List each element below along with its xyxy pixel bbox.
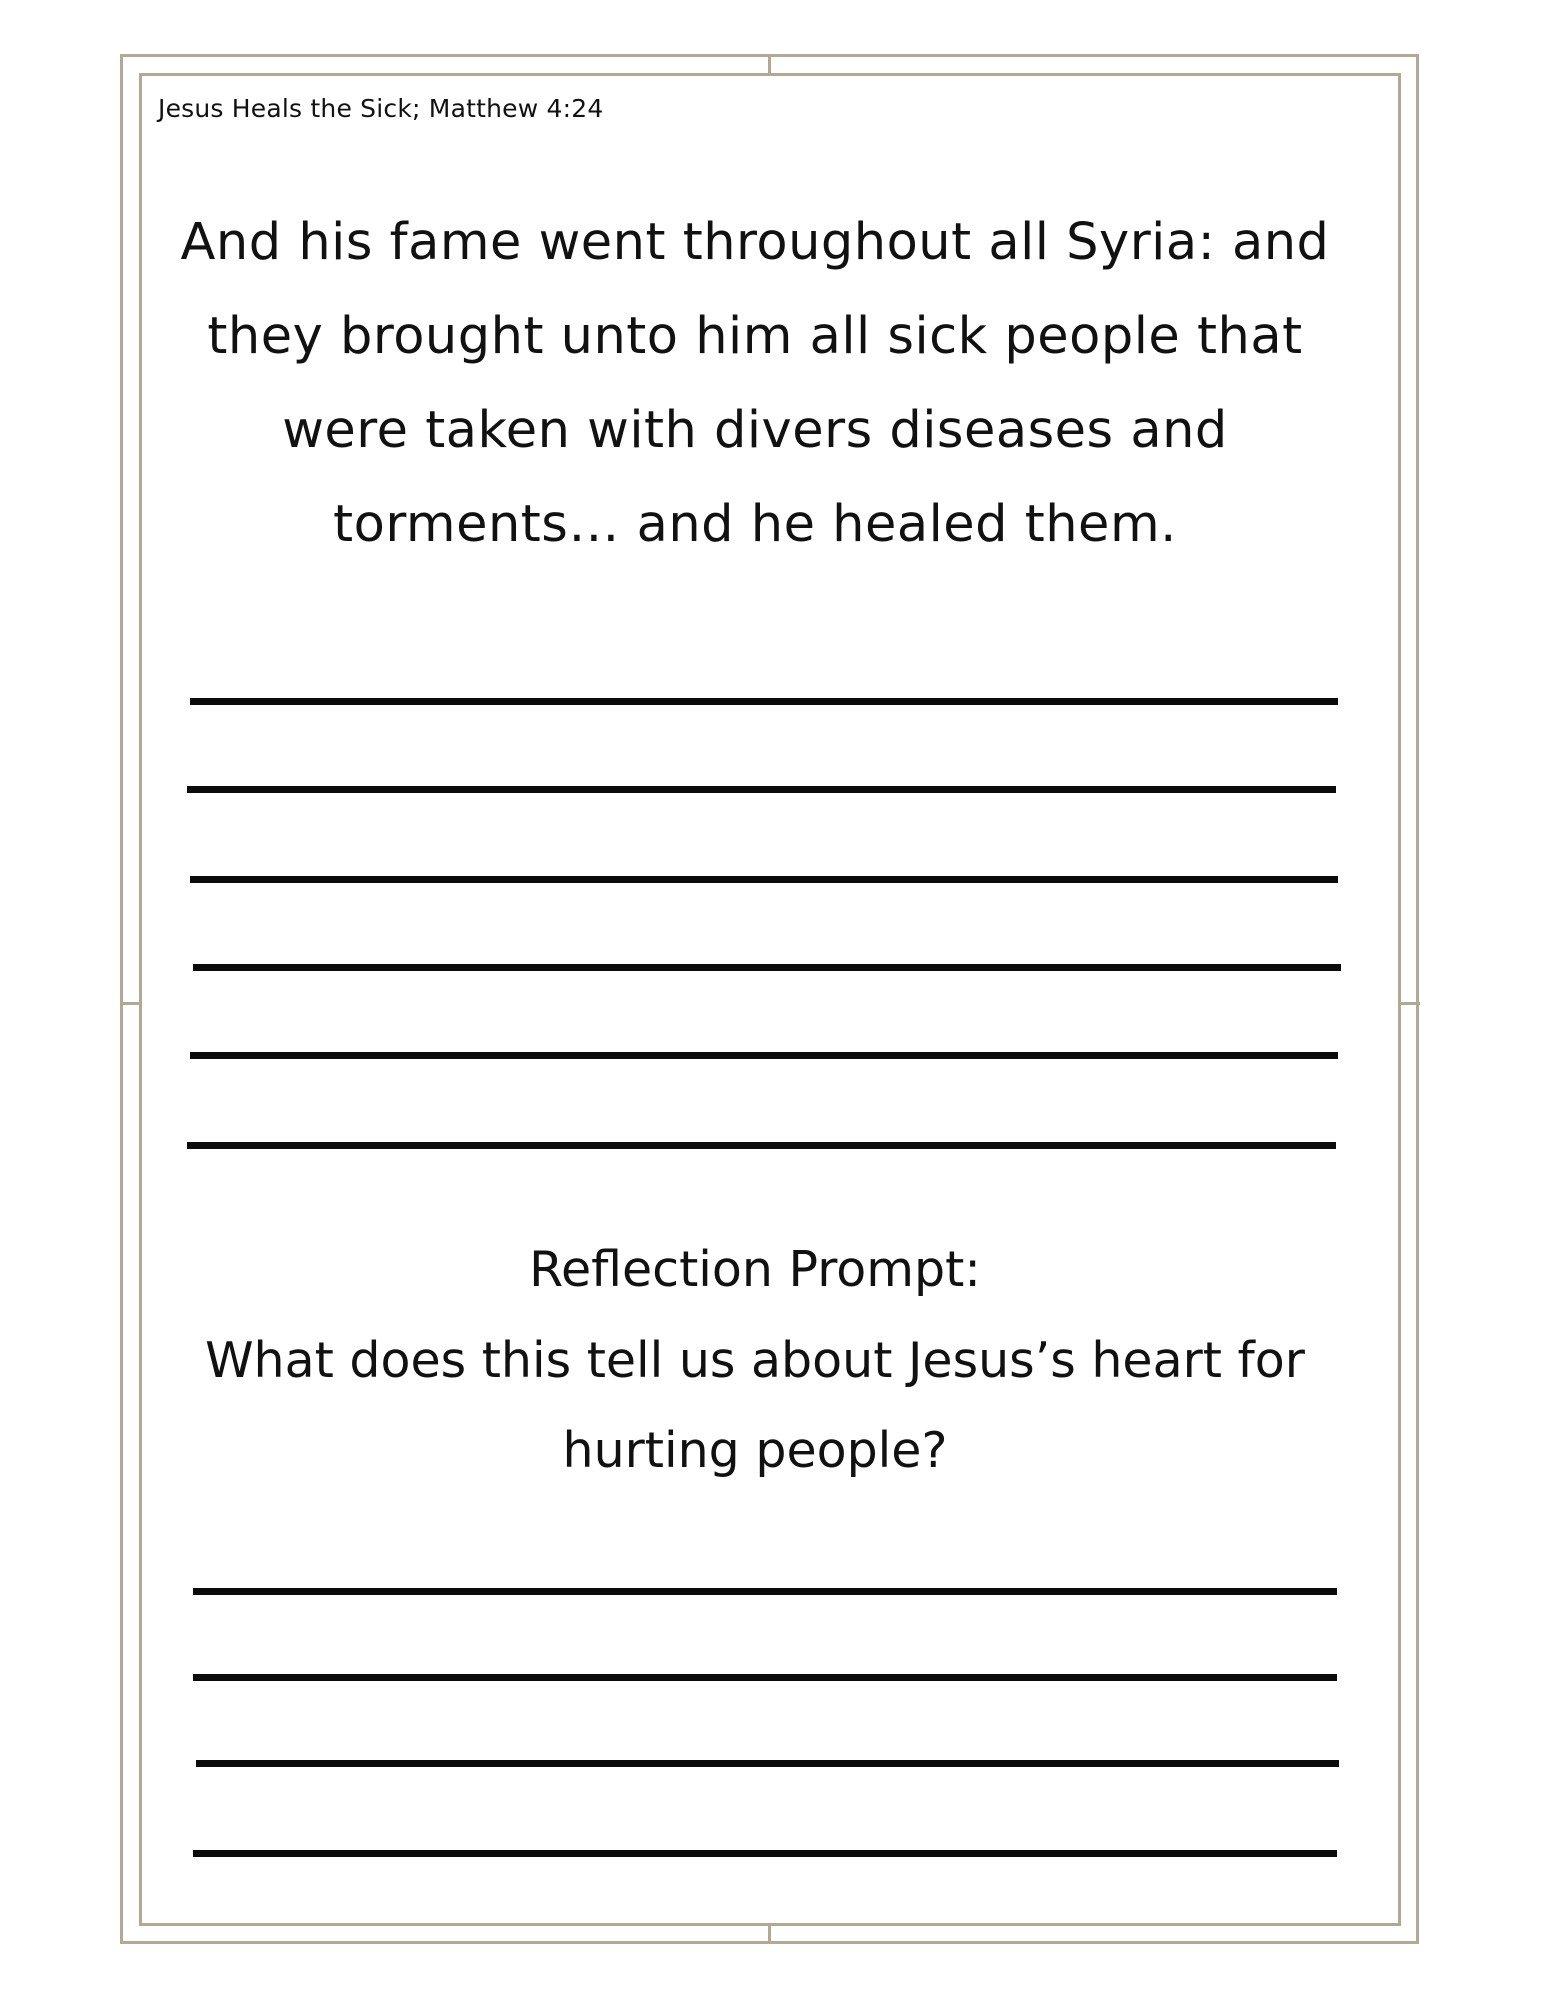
page-header-title: Jesus Heals the Sick; Matthew 4:24 (158, 94, 604, 123)
writing-line[interactable] (193, 1588, 1337, 1595)
verse-line: torments… and he healed them. (333, 495, 1177, 554)
border-tick-bottom (768, 1925, 771, 1944)
verse-line: And his fame went throughout all Syria: and (180, 213, 1330, 272)
writing-line[interactable] (190, 1052, 1338, 1059)
writing-line[interactable] (193, 1850, 1337, 1857)
border-tick-left (120, 1002, 139, 1005)
writing-line[interactable] (193, 964, 1341, 971)
writing-line[interactable] (190, 876, 1338, 883)
reflection-prompt-heading: Reflection Prompt: (529, 1241, 981, 1298)
border-tick-right (1401, 1002, 1420, 1005)
writing-line[interactable] (193, 1674, 1337, 1681)
writing-line[interactable] (190, 698, 1338, 705)
writing-line[interactable] (196, 1760, 1339, 1767)
reflection-prompt-question (180, 1316, 1330, 1496)
verse-line: they brought unto him all sick people that (207, 307, 1303, 366)
question-line: What does this tell us about Jesus’s heart for (205, 1332, 1305, 1389)
question-line: hurting people? (562, 1422, 948, 1479)
writing-line[interactable] (187, 1142, 1336, 1149)
border-tick-top (768, 54, 771, 73)
writing-line[interactable] (187, 786, 1336, 793)
verse-line: were taken with divers diseases and (282, 401, 1228, 460)
verse-text (180, 196, 1330, 572)
